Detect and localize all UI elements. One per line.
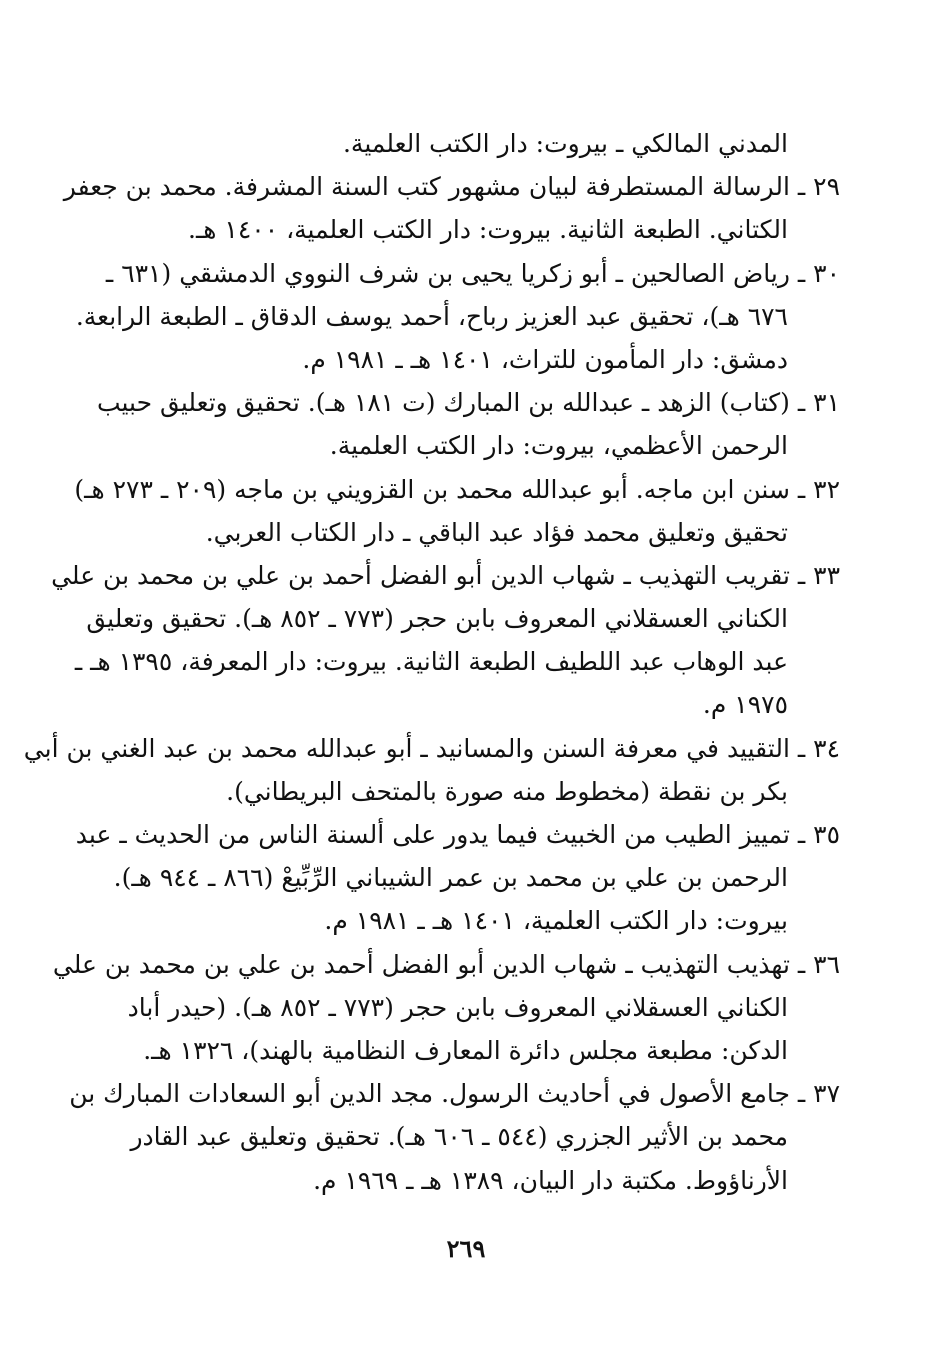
bibliography-entry-31 bbox=[96, 381, 840, 467]
entry-line: الكناني العسقلاني المعروف بابن حجر (٧٧٣ ـ ٨٥٢ هـ). تحقيق وتعليق bbox=[86, 604, 788, 634]
entry-line: ٣٠ ـ رياض الصالحين ـ أبو زكريا يحيى بن شرف النووي الدمشقي (٦٣١ ـ bbox=[105, 258, 840, 288]
bibliography-entry-35 bbox=[75, 813, 840, 943]
entry-line: عبد الوهاب عبد اللطيف الطبعة الثانية. بيروت: دار المعرفة، ١٣٩٥ هـ ـ bbox=[74, 647, 788, 677]
bibliography-list bbox=[23, 122, 840, 1202]
bibliography-entry-36 bbox=[52, 943, 840, 1073]
entry-line: الكناني العسقلاني المعروف بابن حجر (٧٧٣ ـ ٨٥٢ هـ). (حيدر أباد bbox=[127, 992, 788, 1022]
entry-line: الأرناؤوط. مكتبة دار البيان، ١٣٨٩ هـ ـ ١٩٦٩ م. bbox=[313, 1165, 788, 1195]
entry-line: بيروت: دار الكتب العلمية، ١٤٠١ هـ ـ ١٩٨١ م. bbox=[324, 906, 788, 936]
entry-line: ٣٦ ـ تهذيب التهذيب ـ شهاب الدين أبو الفضل أحمد بن علي بن محمد بن علي bbox=[52, 949, 840, 979]
entry-line: المدني المالكي ـ بيروت: دار الكتب العلمية. bbox=[342, 129, 788, 158]
entry-line: ٢٩ ـ الرسالة المستطرفة لبيان مشهور كتب السنة المشرفة. محمد بن جعفر bbox=[63, 172, 840, 202]
entry-line: ٣٥ ـ تمييز الطيب من الخبيث فيما يدور على ألسنة الناس من الحديث ـ عبد bbox=[75, 820, 840, 849]
entry-line: الرحمن الأعظمي، بيروت: دار الكتب العلمية. bbox=[329, 431, 788, 461]
entry-line: دمشق: دار المأمون للتراث، ١٤٠١ هـ ـ ١٩٨١ م. bbox=[302, 344, 788, 374]
entry-line: ١٩٧٥ م. bbox=[702, 690, 788, 720]
bibliography-entry-32 bbox=[74, 468, 840, 554]
entry-line: بكر بن نقطة (مخطوط منه صورة بالمتحف البريطاني). bbox=[226, 776, 788, 806]
entry-line: ٦٧٦ هـ)، تحقيق عبد العزيز رباح، أحمد يوسف الدقاق ـ الطبعة الرابعة. bbox=[75, 301, 788, 331]
bibliography-entry-29 bbox=[63, 165, 840, 251]
entry-line: تحقيق وتعليق محمد فؤاد عبد الباقي ـ دار الكتاب العربي. bbox=[205, 517, 788, 547]
entry-line: ٣٧ ـ جامع الأصول في أحاديث الرسول. مجد الدين أبو السعادات المبارك بن bbox=[69, 1079, 840, 1109]
bibliography-entry-34 bbox=[23, 727, 840, 813]
entry-line: الرحمن بن علي بن محمد بن عمر الشيباني الرِّبِّيعْ (٨٦٦ ـ ٩٤٤ هـ). bbox=[113, 863, 788, 893]
bibliography-entry-30 bbox=[75, 252, 840, 382]
entry-line: ٣٢ ـ سنن ابن ماجه. أبو عبدالله محمد بن القزويني بن ماجه (٢٠٩ ـ ٢٧٣ هـ) bbox=[74, 474, 840, 504]
bibliography-entry-37 bbox=[69, 1072, 840, 1202]
entry-line: الكتاني. الطبعة الثانية. بيروت: دار الكتب العلمية، ١٤٠٠ هـ. bbox=[188, 215, 788, 245]
bibliography-entry-33 bbox=[51, 554, 840, 727]
bibliography-entry-continuation bbox=[100, 122, 840, 165]
entry-line: ٣٣ ـ تقريب التهذيب ـ شهاب الدين أبو الفضل أحمد بن علي بن محمد بن علي bbox=[51, 560, 840, 590]
entry-line: ٣٤ ـ التقييد في معرفة السنن والمسانيد ـ أبو عبدالله محمد بن عبد الغني بن أبي bbox=[23, 733, 840, 763]
entry-line: محمد بن الأثير الجزري (٥٤٤ ـ ٦٠٦ هـ). تحقيق وتعليق عبد القادر bbox=[130, 1122, 788, 1152]
entry-line: ٣١ ـ (كتاب) الزهد ـ عبدالله بن المبارك (ت ١٨١ هـ). تحقيق وتعليق حبيب bbox=[96, 388, 840, 418]
page-number: ٢٦٩ bbox=[446, 1234, 486, 1263]
entry-line: الدكن: مطبعة مجلس دائرة المعارف النظامية بالهند)، ١٣٢٦ هـ. bbox=[143, 1035, 788, 1065]
